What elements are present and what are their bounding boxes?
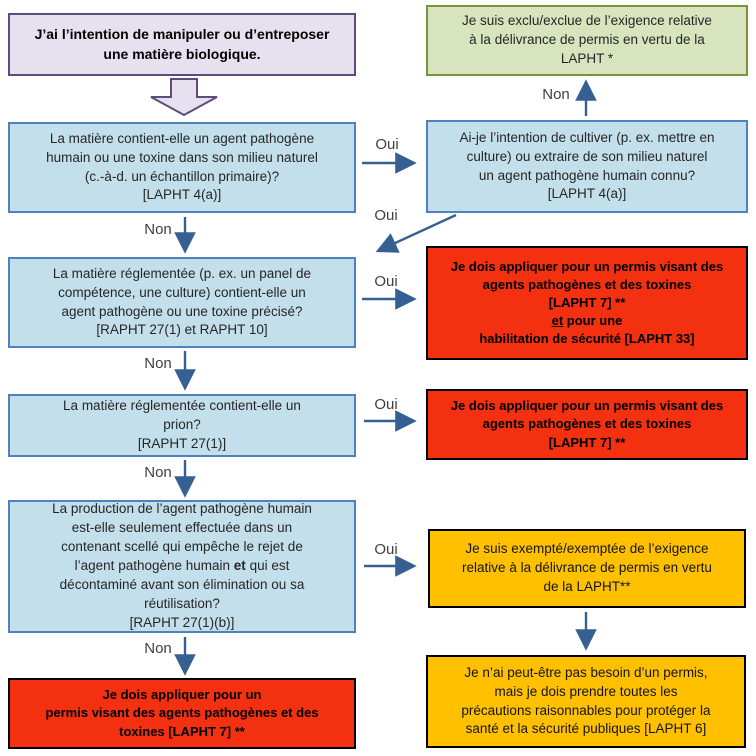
label-non-q2-excluded: Non: [542, 86, 570, 103]
box-outcome-permit: Je dois appliquer pour un permis visant des agents pathogènes et des toxines [LAPHT 7] **: [426, 389, 748, 460]
label-non-q1-q3: Non: [144, 221, 172, 238]
box-outcome-permit-bottom: Je dois appliquer pour un permis visant des agents pathogènes et des toxines [LAPHT 7] **: [8, 678, 356, 749]
label-non-q5-permit3: Non: [144, 640, 172, 657]
box-question-primary-sample: La matière contient-elle un agent pathogène humain ou une toxine dans son milieu naturel (c.-à-d. un échantillon primaire)? [LAPHT 4(a)]: [8, 122, 356, 213]
box-start-intent: J’ai l’intention de manipuler ou d’entreposer une matière biologique.: [8, 13, 356, 76]
label-non-q4-q5: Non: [144, 464, 172, 481]
box-outcome-permit-and-security-clearance: Je dois appliquer pour un permis visant des agents pathogènes et des toxines [LAPHT 7] ** et pour une habilitation de sécurité [LAPHT 33]: [426, 246, 748, 360]
box-question-prion: La matière réglementée contient-elle un prion? [RAPHT 27(1)]: [8, 394, 356, 457]
box-question-regulated-material: La matière réglementée (p. ex. un panel de compétence, une culture) contient-elle un agent pathogène ou une toxine précisé? [RAPHT 27(1) et RAPHT 10]: [8, 257, 356, 348]
box-outcome-exempt: Je suis exempté/exemptée de l’exigence relative à la délivrance de permis en vertu de la LAPHT**: [428, 529, 746, 608]
label-oui-q3-permit1: Oui: [374, 273, 398, 290]
label-oui-q2-q3: Oui: [374, 207, 398, 224]
label-oui-q1-q2: Oui: [375, 136, 399, 153]
label-oui-q4-permit2: Oui: [374, 396, 398, 413]
label-oui-q5-exempt: Oui: [374, 541, 398, 558]
box-outcome-excluded: Je suis exclu/exclue de l’exigence relative à la délivrance de permis en vertu de la LAPHT *: [426, 5, 748, 76]
box-question-culture-extract: Ai-je l’intention de cultiver (p. ex. mettre en culture) ou extraire de son milieu naturel un agent pathogène humain connu? [LAPHT 4(a)]: [426, 120, 748, 213]
label-non-q3-q4: Non: [144, 355, 172, 372]
box-outcome-precautions: Je n’ai peut-être pas besoin d’un permis, mais je dois prendre toutes les précautions raisonnables pour protéger la santé et la sécurité publiques [LAPHT 6]: [426, 655, 746, 748]
box-question-sealed-container: La production de l’agent pathogène humain est-elle seulement effectuée dans un contenant scellé qui empêche le rejet de l’agent pathogène humain et qui est décontaminé avant son élimination ou sa réutilisation? [RAPHT 27(1)(b)]: [8, 500, 356, 633]
block-arrow-down-icon: [151, 79, 217, 115]
